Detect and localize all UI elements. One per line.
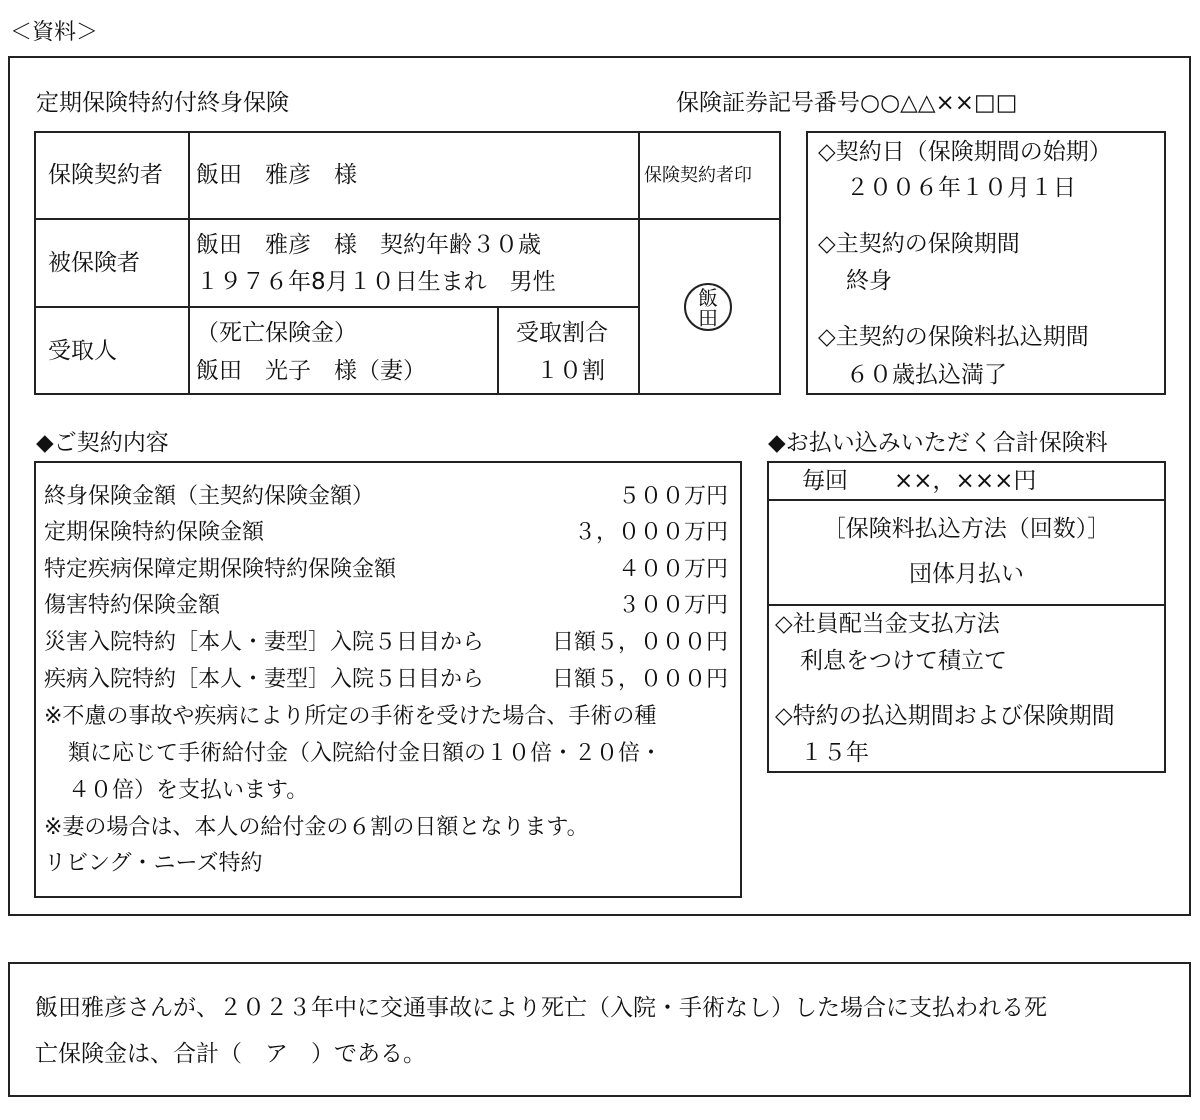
premium-divider <box>767 499 1166 501</box>
seal-header: 保険契約者印 <box>644 165 752 186</box>
coverage-row-label: 定期保険特約保険金額 <box>44 520 265 545</box>
coverage-row-label: 災害入院特約［本人・妻型］入院５日目から <box>44 630 485 655</box>
question-box <box>8 962 1191 1097</box>
rider-period-label: ◇特約の払込期間および保険期間 <box>775 703 1115 729</box>
coverage-row-value: ３，０００万円 <box>573 520 728 545</box>
contract-info-box <box>806 131 1166 395</box>
beneficiary-label: 受取人 <box>48 338 117 364</box>
product-name: 定期保険特約付終身保険 <box>36 90 289 116</box>
seal-stamp <box>684 283 732 331</box>
insured-label: 被保険者 <box>48 250 140 276</box>
premium-heading: ◆お払い込みいただく合計保険料 <box>768 430 1108 456</box>
payment-period-label: ◇主契約の保険料払込期間 <box>818 324 1089 350</box>
insured-line2: １９７６年8月１０日生まれ 男性 <box>196 269 556 295</box>
premium-per-payment: 毎回 ××，×××円 <box>802 468 1037 494</box>
spouse-note: ※妻の場合は、本人の給付金の６割の日額となります。 <box>44 815 589 840</box>
coverage-row-value: 日額５，０００円 <box>551 630 728 655</box>
insured-line1: 飯田 雅彦 様 契約年齢３０歳 <box>196 232 541 258</box>
coverage-row-value: ４００万円 <box>617 557 728 582</box>
beneficiary-name: 飯田 光子 様（妻） <box>196 358 426 384</box>
coverage-row-value: ５００万円 <box>617 484 728 509</box>
table-divider <box>638 131 640 395</box>
question-line1: 飯田雅彦さんが、２０２３年中に交通事故により死亡（入院・手術なし）した場合に支払われる死 <box>35 995 1047 1021</box>
share-value: １０割 <box>536 358 605 384</box>
section-label: ＜資料＞ <box>10 20 99 45</box>
main-period-value: 終身 <box>846 268 892 294</box>
coverage-row-label: 特定疾病保障定期保険特約保険金額 <box>44 557 397 582</box>
certificate-number: 保険証券記号番号○○△△××□□ <box>676 90 1018 116</box>
main-period-label: ◇主契約の保険期間 <box>818 231 1020 257</box>
payment-method-value: 団体月払い <box>909 561 1024 587</box>
table-divider <box>34 306 639 308</box>
dividend-method-value: 利息をつけて積立て <box>800 648 1007 674</box>
table-divider <box>188 131 190 395</box>
coverage-row-label: 傷害特約保険金額 <box>44 593 221 618</box>
coverage-row-value: ３００万円 <box>617 593 728 618</box>
surgery-note-line2: 類に応じて手術給付金（入院給付金日額の１０倍・２０倍・ <box>68 741 663 766</box>
coverage-row-value: 日額５，０００円 <box>551 667 728 692</box>
premium-divider <box>767 604 1166 606</box>
living-needs-rider: リビング・ニーズ特約 <box>44 851 263 876</box>
table-divider <box>34 218 781 220</box>
dividend-method-label: ◇社員配当金支払方法 <box>775 611 1000 637</box>
payment-period-value: ６０歳払込満了 <box>846 362 1007 388</box>
coverage-heading: ◆ご契約内容 <box>36 430 169 456</box>
beneficiary-type: （死亡保険金） <box>196 320 357 346</box>
table-divider <box>497 306 499 395</box>
seal-char-bottom: 田 <box>698 306 718 330</box>
share-label: 受取割合 <box>516 320 608 346</box>
surgery-note-line3: ４０倍）を支払います。 <box>68 778 309 803</box>
payment-method-label: ［保険料払込方法（回数）］ <box>822 516 1111 542</box>
contract-date-value: ２００６年１０月１日 <box>846 175 1076 201</box>
policyholder-label: 保険契約者 <box>48 162 163 188</box>
policyholder-value: 飯田 雅彦 様 <box>196 162 357 188</box>
question-line2: 亡保険金は、合計（ ア ）である。 <box>35 1041 426 1067</box>
coverage-row-label: 終身保険金額（主契約保険金額） <box>44 484 375 509</box>
seal-char-top: 飯 <box>698 286 718 310</box>
surgery-note-line1: ※不慮の事故や疾病により所定の手術を受けた場合、手術の種 <box>44 704 657 729</box>
contract-date-label: ◇契約日（保険期間の始期） <box>818 139 1112 165</box>
rider-period-value: １５年 <box>800 740 869 766</box>
coverage-row-label: 疾病入院特約［本人・妻型］入院５日目から <box>44 667 485 692</box>
